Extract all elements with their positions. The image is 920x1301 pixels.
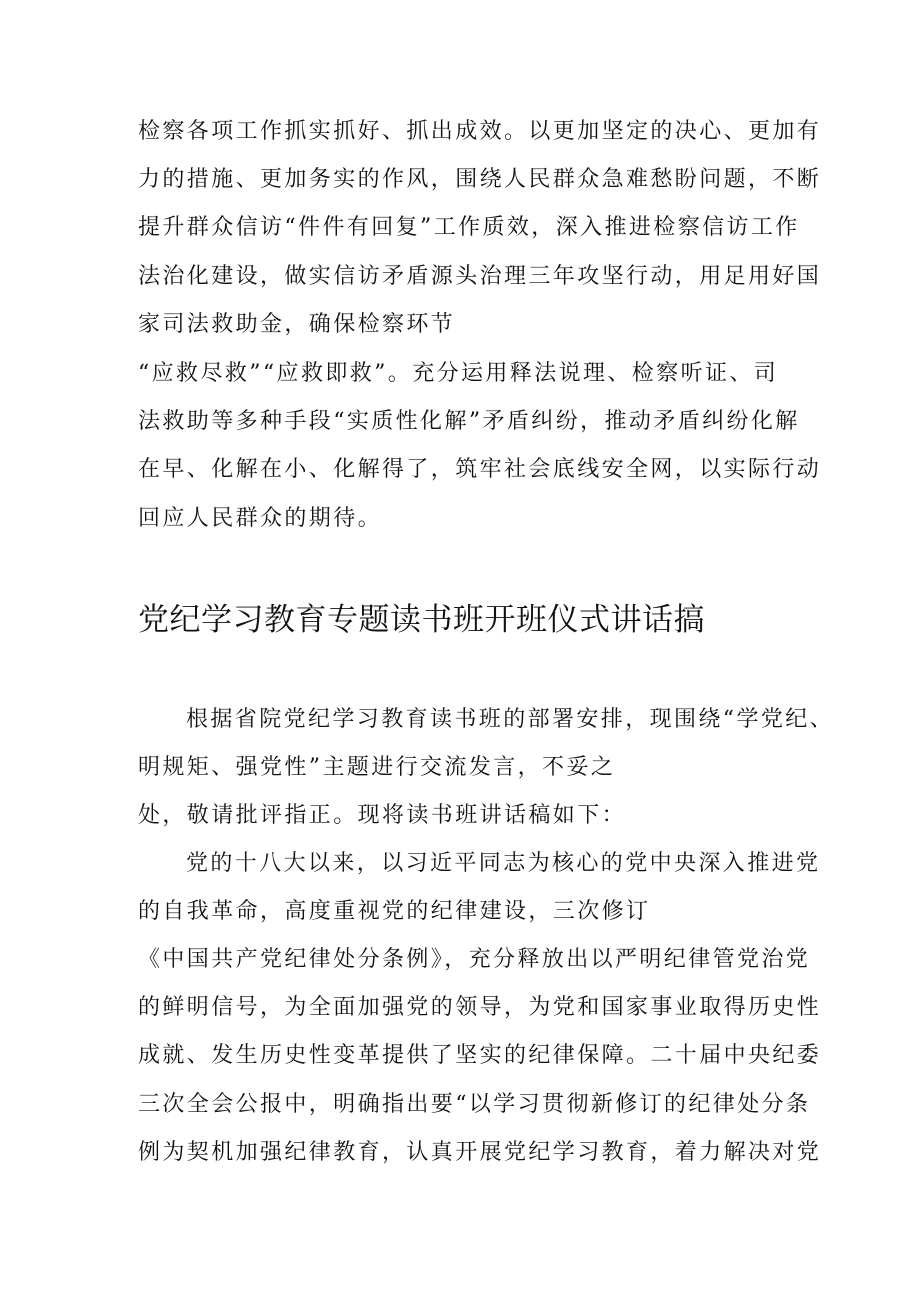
body-text-line: 《中国共产党纪律处分条例》，充分释放出以严明纪律管党治党 [138, 947, 811, 972]
body-text-line: 的自我革命，高度重视党的纪律建设，三次修订 [138, 899, 651, 924]
body-text-line: 三次全会公报中，明确指出要“以学习贯彻新修订的纪律处分条 [138, 1092, 811, 1117]
body-text-line: 根据省院党纪学习教育读书班的部署安排，现围绕“学党纪、 [186, 707, 835, 732]
body-text-line: 法治化建设，做实信访矛盾源头治理三年攻坚行动，用足用好国 [138, 264, 822, 289]
body-text-line: 成就、发生历史性变革提供了坚实的纪律保障。二十届中央纪委 [138, 1043, 822, 1068]
body-text-line: 例为契机加强纪律教育，认真开展党纪学习教育，着力解决对党 [138, 1140, 822, 1165]
body-text-line: 检察各项工作抓实抓好、抓出成效。以更加坚定的决心、更加有 [138, 119, 822, 144]
body-text-line: 的鲜明信号，为全面加强党的领导，为党和国家事业取得历史性 [138, 995, 822, 1020]
body-text-line: “应救尽救”“应救即救”。充分运用释法说理、检察听证、司 [138, 361, 779, 386]
body-text-line: 处，敬请批评指正。现将读书班讲话稿如下： [138, 803, 627, 828]
body-text-line: 在早、化解在小、化解得了，筑牢社会底线安全网，以实际行动 [138, 457, 822, 482]
body-text-line: 法救助等多种手段“实质性化解”矛盾纠纷，推动矛盾纠纷化解 [138, 409, 800, 434]
section-heading: 党纪学习教育专题读书班开班仪式讲话搞 [138, 602, 705, 638]
body-text-line: 回应人民群众的期待。 [138, 506, 383, 531]
body-text-line: 家司法救助金，确保检察环节 [138, 312, 456, 337]
body-text-line: 力的措施、更加务实的作风，围绕人民群众急难愁盼问题，不断 [138, 167, 822, 192]
body-text-line: 明规矩、强党性”主题进行交流发言，不妥之 [138, 755, 616, 780]
body-text-line: 党的十八大以来，以习近平同志为核心的党中央深入推进党 [186, 851, 821, 876]
body-text-line: 提升群众信访“件件有回复”工作质效，深入推进检察信访工作 [138, 215, 800, 240]
